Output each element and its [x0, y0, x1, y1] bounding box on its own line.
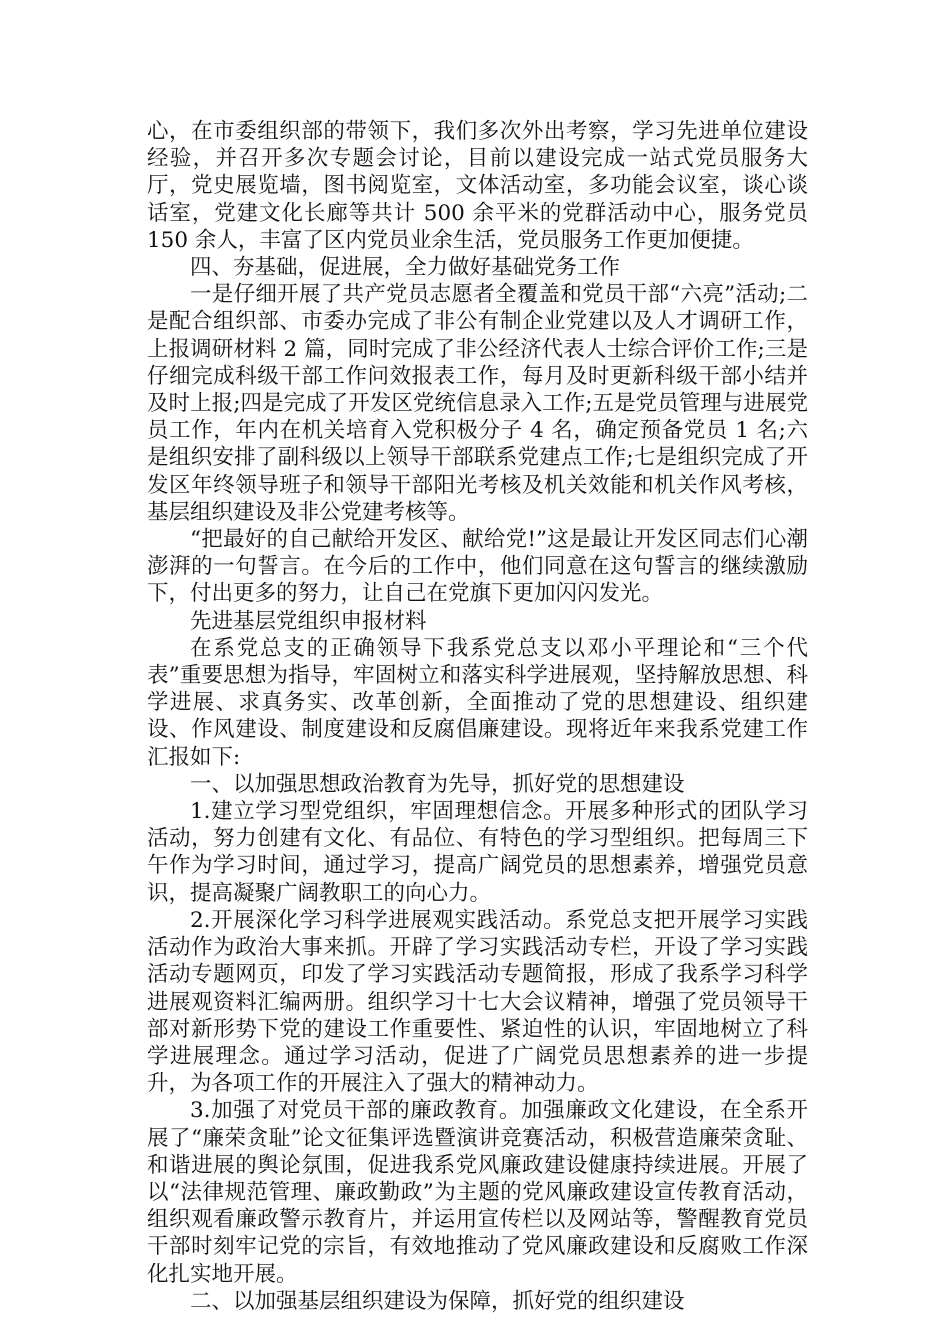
section-heading-one: 一、以加强思想政治教育为先导，抓好党的思想建设 — [190, 771, 685, 797]
document-title: 先进基层党组织申报材料 — [190, 608, 427, 634]
document-body — [147, 118, 808, 1315]
paragraph-item-1: 1.建立学习型党组织，牢固理想信念。开展多种形式的团队学习活动，努力创建有文化、有品位、有特色的学习型组织。把每周三下午作为学习时间，通过学习，提高广阔党员的思想素养，增强党员意识，提高凝聚广阔教职工的向心力。 — [147, 799, 808, 906]
section-heading-two: 二、以加强基层组织建设为保障，抓好党的组织建设 — [190, 1288, 685, 1314]
paragraph-oath: “把最好的自己献给开发区、献给党!”这是最让开发区同志们心潮澎湃的一句誓言。在今后的工作中，他们同意在这句誓言的继续激励下，付出更多的努力，让自己在党旗下更加闪闪发光。 — [147, 527, 808, 607]
paragraph-activity-center: 心，在市委组织部的带领下，我们多次外出考察，学习先进单位建设经验，并召开多次专题会讨论，目前以建设完成一站式党员服务大厅，党史展览墙，图书阅览室，文体活动室，多功能会议室，谈心谈话室，党建文化长廊等共计 500 余平米的党群活动中心，服务党员 150 余人，丰富了区内党员业余生活，党员服务工作更加便捷。 — [147, 119, 808, 253]
paragraph-item-3: 3.加强了对党员干部的廉政教育。加强廉政文化建设，在全系开展了“廉荣贪耻”论文征集评选暨演讲竞赛活动，积极营造廉荣贪耻、和谐进展的舆论氛围，促进我系党风廉政建设健康持续进展。开展了以“法律规范管理、廉政勤政”为主题的党风廉政建设宣传教育活动，组织观看廉政警示教育片，并运用宣传栏以及网站等，警醒教育党员干部时刻牢记党的宗旨，有效地推动了党风廉政建设和反腐败工作深化扎实地开展。 — [147, 1098, 808, 1287]
paragraph-party-affairs: 一是仔细开展了共产党员志愿者全覆盖和党员干部“六亮”活动;二是配合组织部、市委办完成了非公有制企业党建以及人才调研工作，上报调研材料 2 篇，同时完成了非公经济代表人士综合评价工作;三是仔细完成科级干部工作问效报表工作，每月及时更新科级干部小结并及时上报;四是完成了开发区党统信息录入工作;五是党员管理与进展党员工作，年内在机关培育入党积极分子 4 名，确定预备党员 1 名;六是组织安排了副科级以上领导干部联系党建点工作;七是组织完成了开发区年终领导班子和领导干部阳光考核及机关效能和机关作风考核，基层组织建设及非公党建考核等。 — [147, 282, 808, 525]
section-heading-four: 四、夯基础，促进展，全力做好基础党务工作 — [190, 255, 621, 281]
paragraph-item-2: 2.开展深化学习科学进展观实践活动。系党总支把开展学习实践活动作为政治大事来抓。开辟了学习实践活动专栏，开设了学习实践活动专题网页，印发了学习实践活动专题简报，形成了我系学习科学进展观资料汇编两册。组织学习十七大会议精神，增强了党员领导干部对新形势下党的建设工作重要性、紧迫性的认识，牢固地树立了科学进展理念。通过学习活动，促进了广阔党员思想素养的进一步提升，为各项工作的开展注入了强大的精神动力。 — [147, 907, 808, 1097]
paragraph-intro: 在系党总支的正确领导下我系党总支以邓小平理论和“三个代表”重要思想为指导，牢固树立和落实科学进展观，坚持解放思想、科学进展、求真务实、改革创新，全面推动了党的思想建设、组织建设、作风建设、制度建设和反腐倡廉建设。现将近年来我系党建工作汇报如下: — [147, 635, 808, 770]
